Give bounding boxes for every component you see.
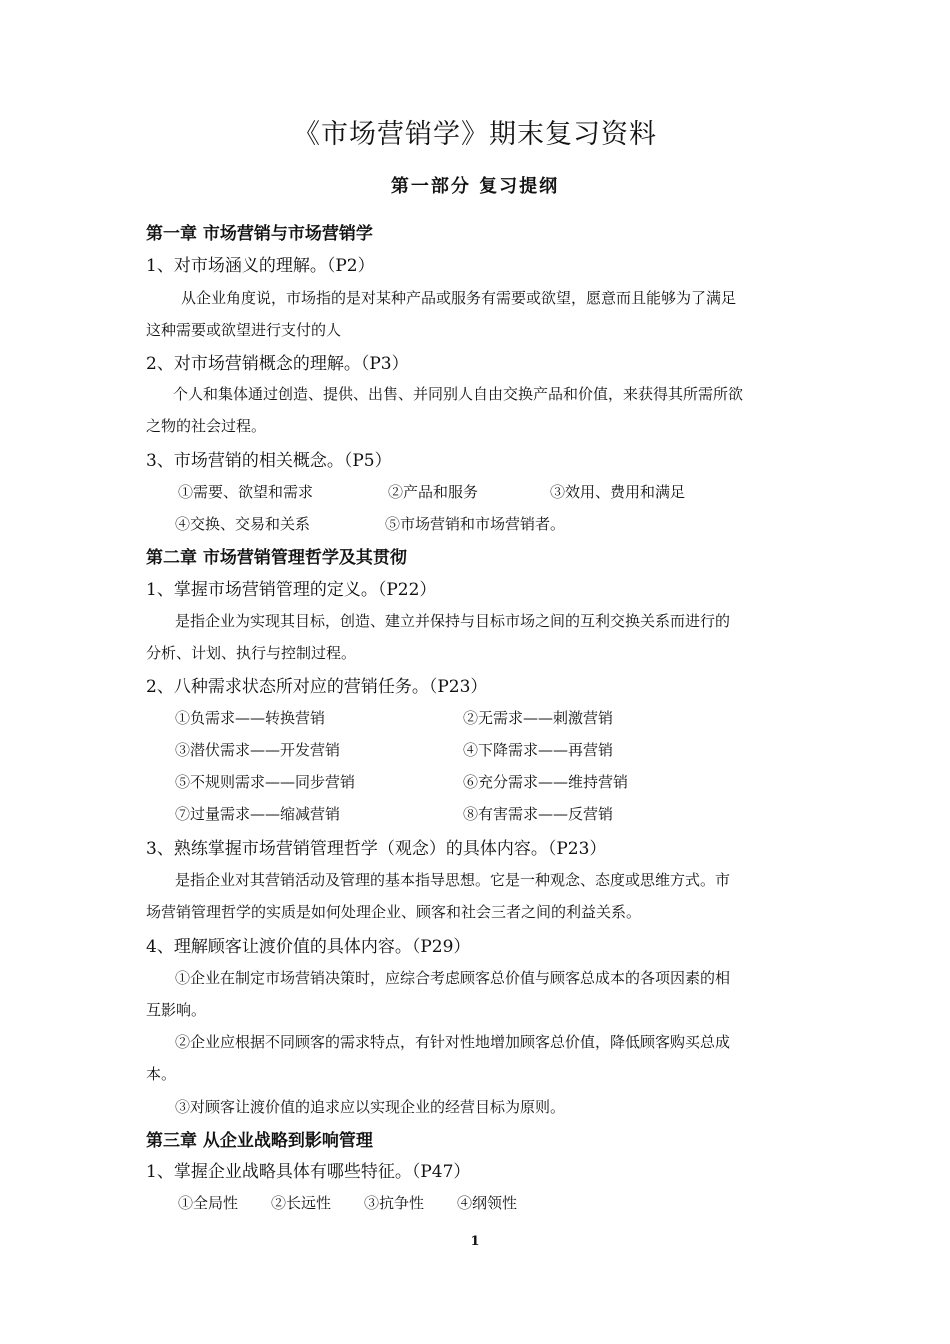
ch2-demand-item: ⑤不规则需求——同步营销 bbox=[175, 773, 356, 791]
ch2-answer-1-line-1: 是指企业为实现其目标，创造、建立并保持与目标市场之间的互利交换关系而进行的 bbox=[175, 612, 731, 630]
ch2-demand-item: ⑦过量需求——缩减营销 bbox=[175, 805, 341, 823]
ch1-concept-item: ②产品和服务 bbox=[388, 483, 479, 501]
ch1-answer-2-line-1: 个人和集体通过创造、提供、出售、并同别人自由交换产品和价值，来获得其所需所欲 bbox=[173, 385, 744, 403]
ch2-question-4: 4、理解顾客让渡价值的具体内容。（P29） bbox=[146, 937, 471, 957]
part-title: 第一部分 复习提纲 bbox=[390, 176, 560, 197]
page-number: 1 bbox=[470, 1234, 480, 1249]
ch2-demand-item: ③潜伏需求——开发营销 bbox=[175, 741, 341, 759]
ch1-answer-1-line-1: 从企业角度说，市场指的是对某种产品或服务有需要或欲望，愿意而且能够为了满足 bbox=[181, 289, 737, 307]
ch1-concept-item: ④交换、交易和关系 bbox=[175, 515, 311, 533]
document-title: 《市场营销学》期末复习资料 bbox=[293, 119, 657, 150]
ch2-demand-item: ④下降需求——再营销 bbox=[463, 741, 614, 759]
ch1-question-1: 1、对市场涵义的理解。（P2） bbox=[146, 256, 375, 276]
ch3-feature-item: ④纲领性 bbox=[457, 1194, 518, 1212]
ch2-answer-4a-line-2: 互影响。 bbox=[146, 1001, 207, 1019]
chapter-3-heading: 第三章 从企业战略到影响管理 bbox=[146, 1131, 373, 1151]
ch2-answer-4c: ③对顾客让渡价值的追求应以实现企业的经营目标为原则。 bbox=[175, 1098, 566, 1116]
ch2-answer-1-line-2: 分析、计划、执行与控制过程。 bbox=[146, 644, 357, 662]
ch1-concept-item: ③效用、费用和满足 bbox=[550, 483, 686, 501]
chapter-2-heading: 第二章 市场营销管理哲学及其贯彻 bbox=[146, 548, 407, 568]
ch1-concept-item: ①需要、欲望和需求 bbox=[178, 483, 314, 501]
chapter-1-heading: 第一章 市场营销与市场营销学 bbox=[146, 224, 373, 244]
ch1-question-3: 3、市场营销的相关概念。（P5） bbox=[146, 451, 392, 471]
ch3-feature-item: ③抗争性 bbox=[364, 1194, 425, 1212]
ch2-answer-3-line-2: 场营销管理哲学的实质是如何处理企业、顾客和社会三者之间的利益关系。 bbox=[146, 903, 642, 921]
ch1-question-2: 2、对市场营销概念的理解。（P3） bbox=[146, 354, 409, 374]
ch3-feature-item: ②长远性 bbox=[271, 1194, 332, 1212]
ch1-answer-2-line-2: 之物的社会过程。 bbox=[146, 417, 267, 435]
ch2-answer-4a-line-1: ①企业在制定市场营销决策时，应综合考虑顾客总价值与顾客总成本的各项因素的相 bbox=[175, 969, 731, 987]
ch2-answer-4b-line-1: ②企业应根据不同顾客的需求特点，有针对性地增加顾客总价值，降低顾客购买总成 bbox=[175, 1033, 731, 1051]
ch2-question-3: 3、熟练掌握市场营销管理哲学（观念）的具体内容。（P23） bbox=[146, 839, 607, 859]
ch2-demand-item: ⑧有害需求——反营销 bbox=[463, 805, 614, 823]
ch2-question-1: 1、掌握市场营销管理的定义。（P22） bbox=[146, 580, 437, 600]
ch2-demand-item: ⑥充分需求——维持营销 bbox=[463, 773, 629, 791]
ch2-answer-3-line-1: 是指企业对其营销活动及管理的基本指导思想。它是一种观念、态度或思维方式。市 bbox=[175, 871, 731, 889]
ch1-answer-1-line-2: 这种需要或欲望进行支付的人 bbox=[146, 321, 342, 339]
ch2-answer-4b-line-2: 本。 bbox=[146, 1065, 177, 1083]
ch1-concept-item: ⑤市场营销和市场营销者。 bbox=[385, 515, 566, 533]
ch2-demand-item: ①负需求——转换营销 bbox=[175, 709, 326, 727]
ch3-feature-item: ①全局性 bbox=[178, 1194, 239, 1212]
ch2-question-2: 2、八种需求状态所对应的营销任务。（P23） bbox=[146, 677, 488, 697]
ch3-question-1: 1、掌握企业战略具体有哪些特征。（P47） bbox=[146, 1162, 471, 1182]
ch2-demand-item: ②无需求——刺激营销 bbox=[463, 709, 614, 727]
